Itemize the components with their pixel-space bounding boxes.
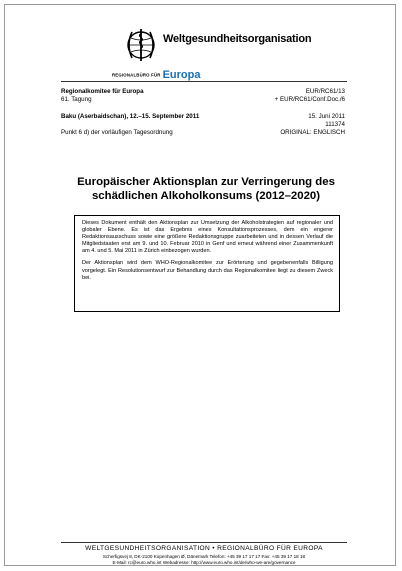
regional-office-label: REGIONALBÜRO FÜR: [112, 72, 161, 78]
document-page: [4, 4, 396, 566]
header-divider: [61, 81, 347, 82]
session-label: 61. Tagung: [61, 96, 92, 103]
summary-paragraph-1: Dieses Dokument enthält den Aktionsplan zur Umsetzung der Alkoholstrategien auf regionaler und globaler Ebene. Es ist das Ergebnis eines Konsultationsprozesses, dem ein engerer Redaktionsausschuss sowie eine größere Redaktionsgruppe zuarbeiteten und in dessen Verlauf die Mitgliedstaaten erst am 9. und 10. Februar 2010 in Genf und erneut während einer Zusammenkunft am 4. und 5. Mai 2011 in Zürich einbezogen wurden.: [82, 220, 333, 255]
document-title: [45, 175, 367, 203]
doc-reference-2: + EUR/RC61/Conf.Doc./6: [274, 96, 345, 103]
doc-number: 111374: [325, 121, 345, 128]
title-line-1: Europäischer Aktionsplan zur Verringerung des: [77, 176, 335, 188]
footer-address: Scherfigsvej 8, DK-2100 Kopenhagen Ø, Dänemark Telefon: +45 39 17 17 17 Fax: +45 39 17 18 18: [102, 554, 306, 559]
original-language: ORIGINAL: ENGLISCH: [280, 129, 345, 136]
summary-box: [74, 215, 340, 312]
footer-divider: [61, 542, 347, 543]
venue: Baku (Aserbaidschan), 12.–15. September 2011: [61, 113, 200, 120]
title-line-2: schädlichen Alkoholkonsums (2012–2020): [91, 190, 321, 202]
summary-paragraph-2: Der Aktionsplan wird dem WHO-Regionalkomitee zur Erörterung und gegebenenfalls Billigung vorgelegt. Ein Resolutionsentwurf zur Behandlung durch das Regionalkomitee liegt zu diesem Zweck bei.: [82, 260, 333, 281]
doc-date: 15. Juni 2011: [308, 113, 345, 120]
footer-web: E-Mail: rc@euro.who.int Webadresse: http://www.euro.who.int/de/who-we-are/governance: [112, 560, 296, 565]
agenda-item: Punkt 6 d) der vorläufigen Tagesordnung: [61, 129, 173, 136]
doc-reference: EUR/RC61/13: [305, 88, 345, 95]
footer-org-line: WELTGESUNDHEITSORGANISATION • REGIONALBÜRO FÜR EUROPA: [85, 545, 323, 552]
committee-name: Regionalkomitee für Europa: [61, 88, 144, 95]
who-emblem-icon: [121, 25, 161, 65]
org-name: Weltgesundheitsorganisation: [163, 33, 312, 45]
region-label: Europa: [162, 68, 201, 81]
